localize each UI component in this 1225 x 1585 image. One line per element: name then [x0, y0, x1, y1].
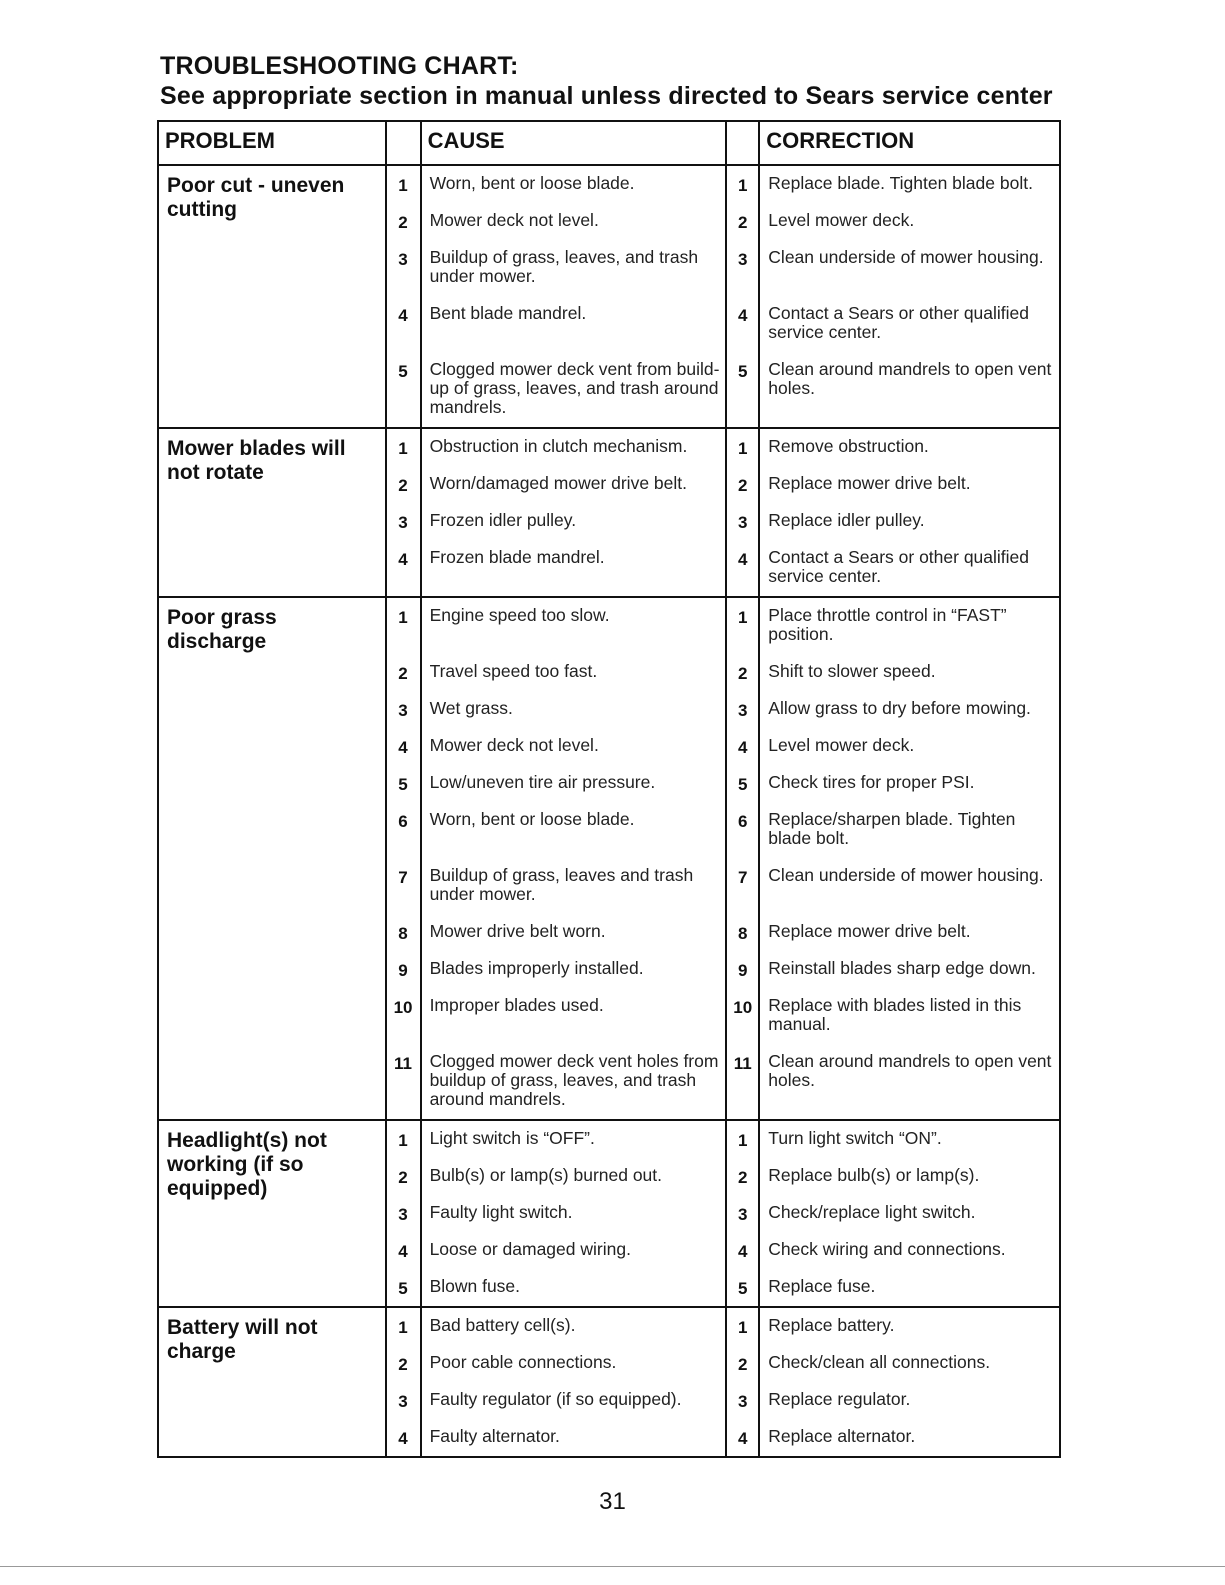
correction-text: Contact a Sears or other qualified service center. [759, 296, 1060, 352]
cause-text: Frozen idler pulley. [421, 503, 727, 540]
cause-number: 3 [386, 240, 421, 296]
cause-number: 5 [386, 765, 421, 802]
cause-text: Wet grass. [421, 691, 727, 728]
cause-text: Poor cable connections. [421, 1345, 727, 1382]
cause-text: Buildup of grass, leaves, and trash under mower. [421, 240, 727, 296]
correction-number: 5 [726, 1269, 759, 1307]
cause-number: 4 [386, 296, 421, 352]
correction-number: 4 [726, 540, 759, 597]
correction-text: Clean around mandrels to open vent holes. [759, 352, 1060, 428]
correction-number: 6 [726, 802, 759, 858]
correction-text: Clean around mandrels to open vent holes. [759, 1044, 1060, 1120]
cause-number: 2 [386, 1345, 421, 1382]
cause-text: Light switch is “OFF”. [421, 1120, 727, 1158]
correction-number: 2 [726, 203, 759, 240]
table-row [158, 1307, 1060, 1345]
correction-text: Contact a Sears or other qualified service center. [759, 540, 1060, 597]
cause-text: Low/uneven tire air pressure. [421, 765, 727, 802]
table-row [158, 428, 1060, 466]
problem-cell: Poor cut - uneven cutting [158, 165, 386, 428]
cause-text: Loose or damaged wiring. [421, 1232, 727, 1269]
correction-number: 2 [726, 1158, 759, 1195]
cause-number: 7 [386, 858, 421, 914]
cause-text: Obstruction in clutch mechanism. [421, 428, 727, 466]
cause-number: 4 [386, 540, 421, 597]
cause-text: Bent blade mandrel. [421, 296, 727, 352]
cause-number: 1 [386, 1120, 421, 1158]
cause-text: Bad battery cell(s). [421, 1307, 727, 1345]
cause-text: Worn/damaged mower drive belt. [421, 466, 727, 503]
cause-text: Improper blades used. [421, 988, 727, 1044]
correction-number: 11 [726, 1044, 759, 1120]
chart-title: TROUBLESHOOTING CHART: [160, 52, 519, 80]
correction-text: Reinstall blades sharp edge down. [759, 951, 1060, 988]
cause-number: 9 [386, 951, 421, 988]
correction-text: Check/replace light switch. [759, 1195, 1060, 1232]
correction-number: 10 [726, 988, 759, 1044]
correction-text: Clean underside of mower housing. [759, 858, 1060, 914]
cause-number: 4 [386, 1232, 421, 1269]
cause-text: Faulty alternator. [421, 1419, 727, 1457]
correction-number: 2 [726, 466, 759, 503]
correction-text: Replace battery. [759, 1307, 1060, 1345]
correction-number: 4 [726, 728, 759, 765]
cause-number: 11 [386, 1044, 421, 1120]
problem-cell: Battery will not charge [158, 1307, 386, 1457]
cause-number: 8 [386, 914, 421, 951]
footer-rule [0, 1566, 1225, 1567]
correction-number: 2 [726, 654, 759, 691]
cause-number: 2 [386, 654, 421, 691]
correction-text: Place throttle control in “FAST” position. [759, 597, 1060, 654]
correction-number: 3 [726, 691, 759, 728]
cause-text: Blades improperly installed. [421, 951, 727, 988]
correction-text: Allow grass to dry before mowing. [759, 691, 1060, 728]
problem-cell: Headlight(s) not working (if so equipped) [158, 1120, 386, 1307]
correction-text: Replace fuse. [759, 1269, 1060, 1307]
correction-text: Replace with blades listed in this manual. [759, 988, 1060, 1044]
cause-number: 1 [386, 428, 421, 466]
header-problem: PROBLEM [158, 121, 386, 165]
correction-text: Turn light switch “ON”. [759, 1120, 1060, 1158]
correction-number: 1 [726, 428, 759, 466]
correction-number: 3 [726, 1195, 759, 1232]
correction-text: Replace bulb(s) or lamp(s). [759, 1158, 1060, 1195]
cause-text: Faulty regulator (if so equipped). [421, 1382, 727, 1419]
cause-number: 5 [386, 1269, 421, 1307]
cause-number: 10 [386, 988, 421, 1044]
cause-number: 1 [386, 597, 421, 654]
correction-number: 1 [726, 165, 759, 203]
cause-number: 2 [386, 203, 421, 240]
correction-text: Replace/sharpen blade. Tighten blade bolt. [759, 802, 1060, 858]
header-correction: CORRECTION [759, 121, 1060, 165]
cause-number: 4 [386, 728, 421, 765]
cause-text: Worn, bent or loose blade. [421, 165, 727, 203]
correction-number: 9 [726, 951, 759, 988]
correction-number: 5 [726, 765, 759, 802]
cause-text: Blown fuse. [421, 1269, 727, 1307]
correction-text: Shift to slower speed. [759, 654, 1060, 691]
cause-text: Clogged mower deck vent holes from buildup of grass, leaves, and trash around mandrels. [421, 1044, 727, 1120]
correction-number: 1 [726, 1307, 759, 1345]
header-cause: CAUSE [421, 121, 727, 165]
troubleshooting-table [157, 120, 1061, 1458]
cause-text: Buildup of grass, leaves and trash under mower. [421, 858, 727, 914]
cause-text: Faulty light switch. [421, 1195, 727, 1232]
correction-number: 3 [726, 240, 759, 296]
correction-number: 2 [726, 1345, 759, 1382]
cause-number: 3 [386, 1195, 421, 1232]
cause-text: Travel speed too fast. [421, 654, 727, 691]
correction-text: Check tires for proper PSI. [759, 765, 1060, 802]
table-row [158, 1120, 1060, 1158]
correction-number: 4 [726, 1232, 759, 1269]
cause-text: Mower drive belt worn. [421, 914, 727, 951]
correction-number: 4 [726, 1419, 759, 1457]
problem-cell: Mower blades will not rotate [158, 428, 386, 597]
correction-text: Replace mower drive belt. [759, 914, 1060, 951]
correction-text: Remove obstruction. [759, 428, 1060, 466]
correction-text: Replace blade. Tighten blade bolt. [759, 165, 1060, 203]
correction-number: 3 [726, 503, 759, 540]
cause-text: Mower deck not level. [421, 728, 727, 765]
cause-text: Worn, bent or loose blade. [421, 802, 727, 858]
cause-number: 3 [386, 503, 421, 540]
cause-number: 1 [386, 1307, 421, 1345]
cause-number: 4 [386, 1419, 421, 1457]
cause-number: 6 [386, 802, 421, 858]
correction-text: Clean underside of mower housing. [759, 240, 1060, 296]
correction-number: 3 [726, 1382, 759, 1419]
header-correction-number [726, 121, 759, 165]
header-cause-number [386, 121, 421, 165]
cause-number: 3 [386, 1382, 421, 1419]
correction-number: 5 [726, 352, 759, 428]
correction-number: 4 [726, 296, 759, 352]
cause-number: 5 [386, 352, 421, 428]
correction-text: Replace regulator. [759, 1382, 1060, 1419]
correction-number: 1 [726, 1120, 759, 1158]
cause-number: 3 [386, 691, 421, 728]
cause-text: Bulb(s) or lamp(s) burned out. [421, 1158, 727, 1195]
correction-number: 7 [726, 858, 759, 914]
cause-text: Mower deck not level. [421, 203, 727, 240]
correction-text: Replace mower drive belt. [759, 466, 1060, 503]
cause-number: 1 [386, 165, 421, 203]
correction-text: Level mower deck. [759, 203, 1060, 240]
page-number: 31 [599, 1488, 626, 1515]
cause-number: 2 [386, 1158, 421, 1195]
cause-text: Frozen blade mandrel. [421, 540, 727, 597]
problem-cell: Poor grass discharge [158, 597, 386, 1120]
correction-text: Replace idler pulley. [759, 503, 1060, 540]
table-row [158, 597, 1060, 654]
table-header-row [158, 121, 1060, 165]
correction-text: Level mower deck. [759, 728, 1060, 765]
correction-text: Check/clean all connections. [759, 1345, 1060, 1382]
cause-text: Engine speed too slow. [421, 597, 727, 654]
table-row [158, 165, 1060, 203]
table-body [158, 165, 1060, 1457]
correction-text: Replace alternator. [759, 1419, 1060, 1457]
chart-subtitle: See appropriate section in manual unless directed to Sears service center [160, 82, 1053, 110]
correction-number: 8 [726, 914, 759, 951]
cause-number: 2 [386, 466, 421, 503]
correction-number: 1 [726, 597, 759, 654]
correction-text: Check wiring and connections. [759, 1232, 1060, 1269]
cause-text: Clogged mower deck vent from build-up of grass, leaves, and trash around mandrels. [421, 352, 727, 428]
